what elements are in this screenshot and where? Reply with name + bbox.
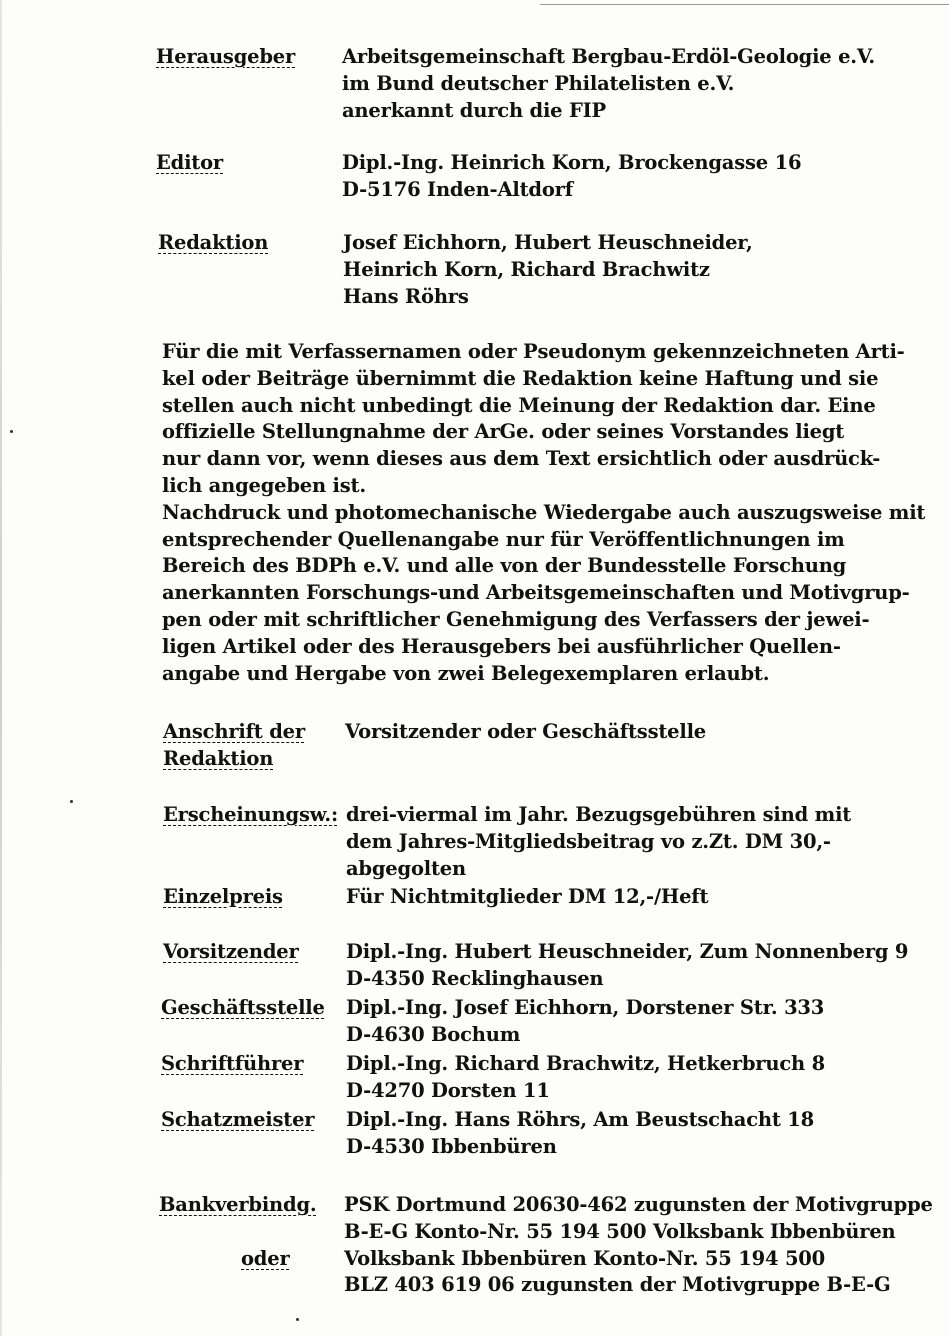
disclaimer-paragraph <box>162 339 926 687</box>
publication-line: abgegolten <box>346 856 466 880</box>
disclaimer-line: lich angegeben ist. <box>162 473 366 497</box>
scan-speck <box>10 430 13 433</box>
disclaimer-line: entsprechender Quellenangabe nur für Veröffentlichnungen im <box>162 527 845 551</box>
secretary-line: D-4270 Dorsten 11 <box>346 1078 550 1102</box>
disclaimer-line: angabe und Hergabe von zwei Belegexemplaren erlaubt. <box>162 661 770 685</box>
address-line: Vorsitzender oder Geschäftsstelle <box>345 720 706 743</box>
publication-value <box>346 802 851 882</box>
disclaimer-line: ligen Artikel oder des Herausgebers bei ausführlicher Quellen- <box>162 634 841 658</box>
treasurer-line: Dipl.-Ing. Hans Röhrs, Am Beustschacht 18 <box>346 1108 815 1131</box>
editor-line: Dipl.-Ing. Heinrich Korn, Brockengasse 16 <box>342 151 802 174</box>
disclaimer-line: Für die mit Verfassernamen oder Pseudonym gekennzeichneten Arti- <box>162 340 905 363</box>
disclaimer-line: offizielle Stellungnahme der ArGe. oder seines Vorstandes liegt <box>162 420 845 444</box>
disclaimer-line: pen oder mit schriftlicher Genehmigung des Verfassers der jewei- <box>162 607 870 631</box>
disclaimer-line: Nachdruck und photomechanische Wiedergabe auch auszugsweise mit <box>162 500 926 524</box>
office-value <box>346 995 824 1049</box>
treasurer-line: D-4530 Ibbenbüren <box>346 1134 557 1158</box>
single-price-line: Für Nichtmitglieder DM 12,-/Heft <box>346 885 709 908</box>
editorial-team-line: Hans Röhrs <box>343 284 469 308</box>
bank-value <box>344 1192 933 1299</box>
bank-or-label: oder <box>241 1247 290 1270</box>
chairman-label: Vorsitzender <box>163 940 299 963</box>
office-line: D-4630 Bochum <box>346 1022 521 1046</box>
publisher-line: anerkannt durch die FIP <box>342 98 606 122</box>
editor-value <box>342 150 801 204</box>
bank-line: BLZ 403 619 06 zugunsten der Motivgruppe B-E-G <box>344 1273 891 1297</box>
single-price-value <box>346 884 708 911</box>
publisher-label: Herausgeber <box>156 45 296 68</box>
bank-line: B-E-G Konto-Nr. 55 194 500 Volksbank Ibbenbüren <box>344 1219 896 1243</box>
secretary-value <box>346 1051 825 1105</box>
secretary-line: Dipl.-Ing. Richard Brachwitz, Hetkerbruch 8 <box>346 1052 825 1075</box>
editorial-team-label: Redaktion <box>158 231 269 254</box>
editorial-team-line: Josef Eichhorn, Hubert Heuschneider, <box>343 231 753 254</box>
chairman-line: D-4350 Recklinghausen <box>346 966 604 990</box>
disclaimer-line: kel oder Beiträge übernimmt die Redaktion keine Haftung und sie <box>162 366 879 390</box>
editor-label: Editor <box>156 151 223 174</box>
bank-line: Volksbank Ibbenbüren Konto-Nr. 55 194 500 <box>344 1246 826 1270</box>
top-rule <box>540 4 949 5</box>
publisher-value <box>342 44 875 124</box>
address-label: Anschrift der <box>163 720 305 743</box>
page-edge-shadow <box>0 0 2 1336</box>
publication-line: dem Jahres-Mitgliedsbeitrag vo z.Zt. DM 30,- <box>346 829 831 853</box>
single-price-label: Einzelpreis <box>163 885 283 908</box>
disclaimer-line: nur dann vor, wenn dieses aus dem Text ersichtlich oder ausdrück- <box>162 447 881 471</box>
publication-label: Erscheinungsw.: <box>163 803 338 826</box>
disclaimer-line: Bereich des BDPh e.V. und alle von der Bundesstelle Forschung <box>162 554 847 578</box>
office-line: Dipl.-Ing. Josef Eichhorn, Dorstener Str. 333 <box>346 996 825 1019</box>
publication-line: drei-viermal im Jahr. Bezugsgebühren sind mit <box>346 803 852 826</box>
secretary-label: Schriftführer <box>161 1052 304 1075</box>
treasurer-value <box>346 1107 814 1161</box>
editorial-team-value <box>343 230 753 310</box>
chairman-line: Dipl.-Ing. Hubert Heuschneider, Zum Nonnenberg 9 <box>346 940 909 963</box>
treasurer-label: Schatzmeister <box>161 1108 315 1131</box>
editor-line: D-5176 Inden-Altdorf <box>342 177 573 201</box>
scan-speck <box>296 1318 299 1321</box>
bank-line: PSK Dortmund 20630-462 zugunsten der Motivgruppe <box>344 1193 933 1216</box>
address-label-line2: Redaktion <box>163 747 274 770</box>
publisher-line: Arbeitsgemeinschaft Bergbau-Erdöl-Geologie e.V. <box>342 45 875 68</box>
editorial-team-line: Heinrich Korn, Richard Brachwitz <box>343 257 710 281</box>
disclaimer-line: stellen auch nicht unbedingt die Meinung der Redaktion dar. Eine <box>162 393 876 417</box>
chairman-value <box>346 939 908 993</box>
publisher-line: im Bund deutscher Philatelisten e.V. <box>342 71 735 95</box>
scan-speck <box>70 800 73 803</box>
address-value <box>345 719 706 746</box>
office-label: Geschäftsstelle <box>161 996 325 1019</box>
bank-label: Bankverbindg. <box>159 1193 317 1216</box>
disclaimer-line: anerkannten Forschungs-und Arbeitsgemeinschaften und Motivgrup- <box>162 581 910 605</box>
